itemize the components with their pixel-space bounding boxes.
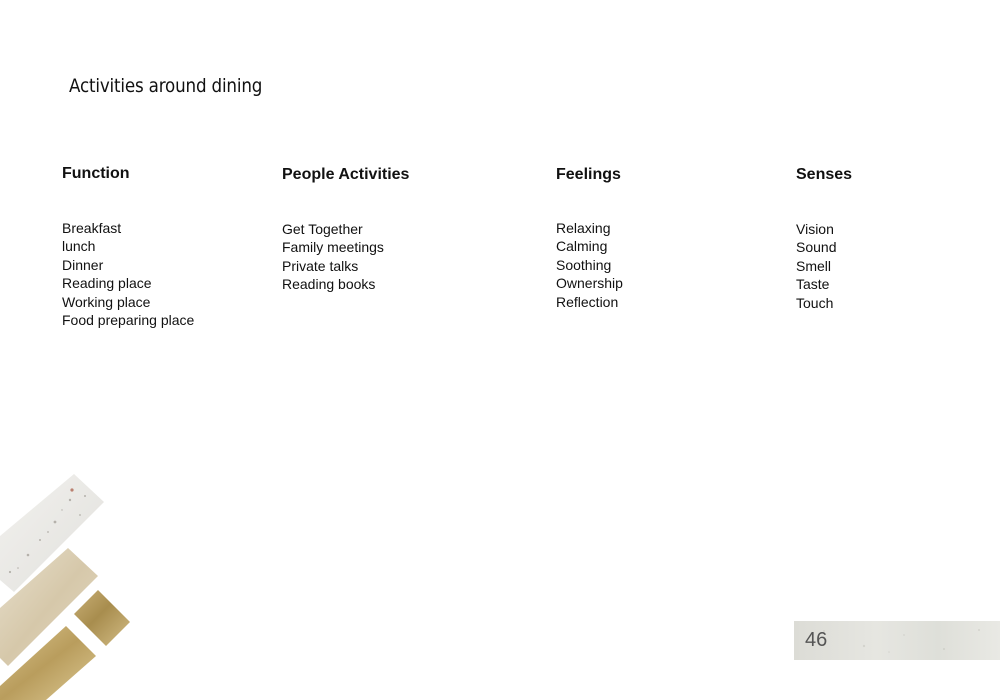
list-item: Get Together bbox=[282, 221, 363, 237]
column-function bbox=[62, 165, 292, 329]
column-heading-people-activities: People Activities bbox=[282, 166, 410, 183]
senses-list bbox=[796, 220, 836, 312]
feelings-list bbox=[556, 219, 623, 311]
column-senses bbox=[796, 166, 1000, 311]
decorative-texture-strips bbox=[0, 460, 150, 700]
column-heading-function: Function bbox=[62, 165, 130, 182]
list-item: Sound bbox=[796, 239, 837, 256]
list-item: lunch bbox=[62, 238, 96, 255]
list-item: Working place bbox=[62, 293, 151, 310]
people-activities-list bbox=[282, 220, 384, 294]
list-item: Ownership bbox=[556, 275, 623, 292]
function-list bbox=[62, 219, 194, 329]
list-item: Calming bbox=[556, 238, 608, 255]
list-item: Taste bbox=[796, 276, 830, 293]
column-people-activities bbox=[282, 166, 512, 293]
list-item: Family meetings bbox=[282, 239, 384, 256]
page-title: Activities around dining bbox=[69, 75, 263, 97]
list-item: Smell bbox=[796, 257, 832, 274]
list-item: Reading books bbox=[282, 276, 376, 293]
list-item: Soothing bbox=[556, 256, 612, 273]
column-heading-senses: Senses bbox=[796, 166, 853, 183]
list-item: Touch bbox=[796, 294, 834, 311]
list-item: Reflection bbox=[556, 293, 619, 310]
page-number: 46 bbox=[805, 629, 828, 651]
list-item: Private talks bbox=[282, 257, 359, 274]
list-item: Dinner bbox=[62, 256, 104, 273]
gold-square bbox=[74, 590, 130, 646]
list-item: Vision bbox=[796, 221, 834, 237]
column-heading-feelings: Feelings bbox=[556, 166, 621, 183]
list-item: Reading place bbox=[62, 275, 152, 292]
list-item: Food preparing place bbox=[62, 312, 195, 329]
list-item: Relaxing bbox=[556, 220, 611, 236]
list-item: Breakfast bbox=[62, 220, 122, 236]
page-number-box bbox=[794, 621, 1000, 660]
column-feelings bbox=[556, 166, 786, 310]
